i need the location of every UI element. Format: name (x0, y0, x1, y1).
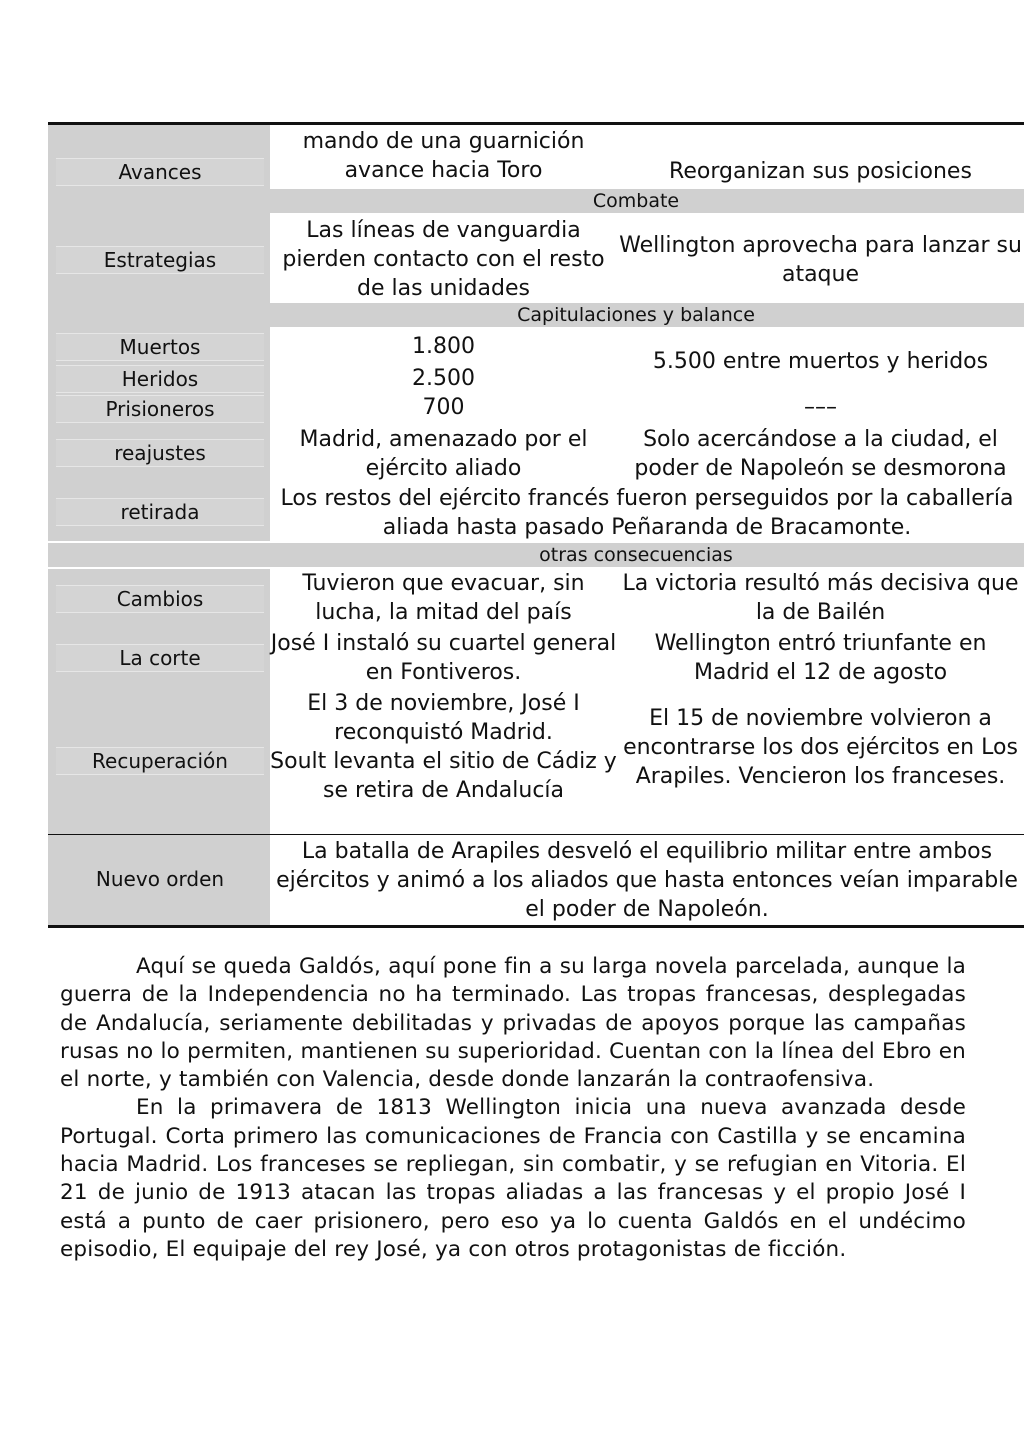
row-avances (48, 125, 1024, 189)
row-label: Cambios (56, 585, 264, 613)
paragraph: Aquí se queda Galdós, aquí pone fin a su larga novela parcelada, aunque la guerra de la Independencia no ha terminado. Las tropas francesas, desplegadas de Andalucía, seriamente debilitadas y privadas de apoyos porque las campañas rusas no lo permiten, mantienen su superioridad. Cuentan con la línea del Ebro en el norte, y también con Valencia, desde donde lanzarán la contraofensiva. (60, 954, 966, 1093)
row-reajustes (48, 423, 1024, 483)
row-label: Prisioneros (56, 395, 264, 423)
cell-al: Wellington aprovecha para lanzar su ataque (619, 233, 1022, 287)
row-nuevo-orden (48, 835, 1024, 925)
cell-fr: Soult levanta el sitio de Cádiz y se retira de Andalucía (270, 749, 617, 803)
row-muertos-heridos (48, 333, 1024, 393)
row-label: Estrategias (56, 246, 264, 274)
body-text (60, 953, 966, 1264)
cell-fr: 700 (422, 395, 465, 420)
cell-al: Solo acercándose a la ciudad, el poder de Napoleón se desmorona (634, 427, 1007, 481)
row-label: Recuperación (56, 747, 264, 775)
data-table (48, 122, 1024, 928)
paragraph: En la primavera de 1813 Wellington inicia una nueva avanzada desde Portugal. Corta primero las comunicaciones de Francia con Castilla y se encamina hacia Madrid. Los franceses se repliegan, sin combatir, y se refugian en Vitoria. El 21 de junio de 1913 atacan las tropas aliadas a las francesas y el propio José I está a punto de caer prisionero, pero eso ya lo cuenta Galdós en el undécimo episodio, El equipaje del rey José, ya con otros protagonistas de ficción. (60, 1095, 966, 1262)
row-retirada (48, 483, 1024, 541)
row-prisioneros (48, 393, 1024, 423)
cell-fr: Tuvieron que evacuar, sin lucha, la mitad del país (302, 571, 585, 625)
cell-al: 5.500 entre muertos y heridos (652, 349, 989, 374)
cell-al: La victoria resultó más decisiva que la de Bailén (622, 571, 1019, 625)
cell-fr: 1.800 (412, 334, 475, 359)
row-recuperacion (48, 689, 1024, 835)
row-label: Heridos (56, 365, 264, 393)
row-label: retirada (56, 498, 264, 526)
cell-al: Reorganizan sus posiciones (669, 159, 972, 184)
section-header: Combate (48, 189, 1024, 213)
cell-span: La batalla de Arapiles desveló el equilibrio militar entre ambos ejércitos y animó a los aliados que hasta entonces veían imparable el poder de Napoleón. (276, 839, 1018, 922)
section-header: Capitulaciones y balance (48, 303, 1024, 327)
cell-al: ––– (804, 395, 837, 420)
row-label: reajustes (56, 439, 264, 467)
row-estrategias (48, 213, 1024, 303)
row-corte (48, 629, 1024, 689)
cell-fr: El 3 de noviembre, José I reconquistó Madrid. (307, 691, 580, 745)
cell-fr: 2.500 (412, 366, 475, 391)
row-label: La corte (56, 644, 264, 672)
cell-fr: Madrid, amenazado por el ejército aliado (299, 427, 588, 481)
cell-al: El 15 de noviembre volvieron a encontrarse los dos ejércitos en Los Arapiles. Vencieron los franceses. (623, 706, 1018, 789)
row-label: Muertos (56, 333, 264, 361)
cell-fr: mando de una guarnición avance hacia Toro (302, 129, 585, 183)
cell-fr: Las líneas de vanguardia pierden contacto con el resto de las unidades (282, 218, 605, 301)
cell-al: Wellington entró triunfante en Madrid el 12 de agosto (654, 631, 987, 685)
row-cambios (48, 569, 1024, 629)
row-label: Nuevo orden (95, 867, 225, 891)
cell-span: Los restos del ejército francés fueron perseguidos por la caballería aliada hasta pasado Peñaranda de Bracamonte. (280, 486, 1014, 540)
row-label: Avances (56, 158, 264, 186)
section-header: otras consecuencias (48, 543, 1024, 567)
cell-fr: José I instaló su cuartel general en Fontiveros. (270, 631, 617, 685)
